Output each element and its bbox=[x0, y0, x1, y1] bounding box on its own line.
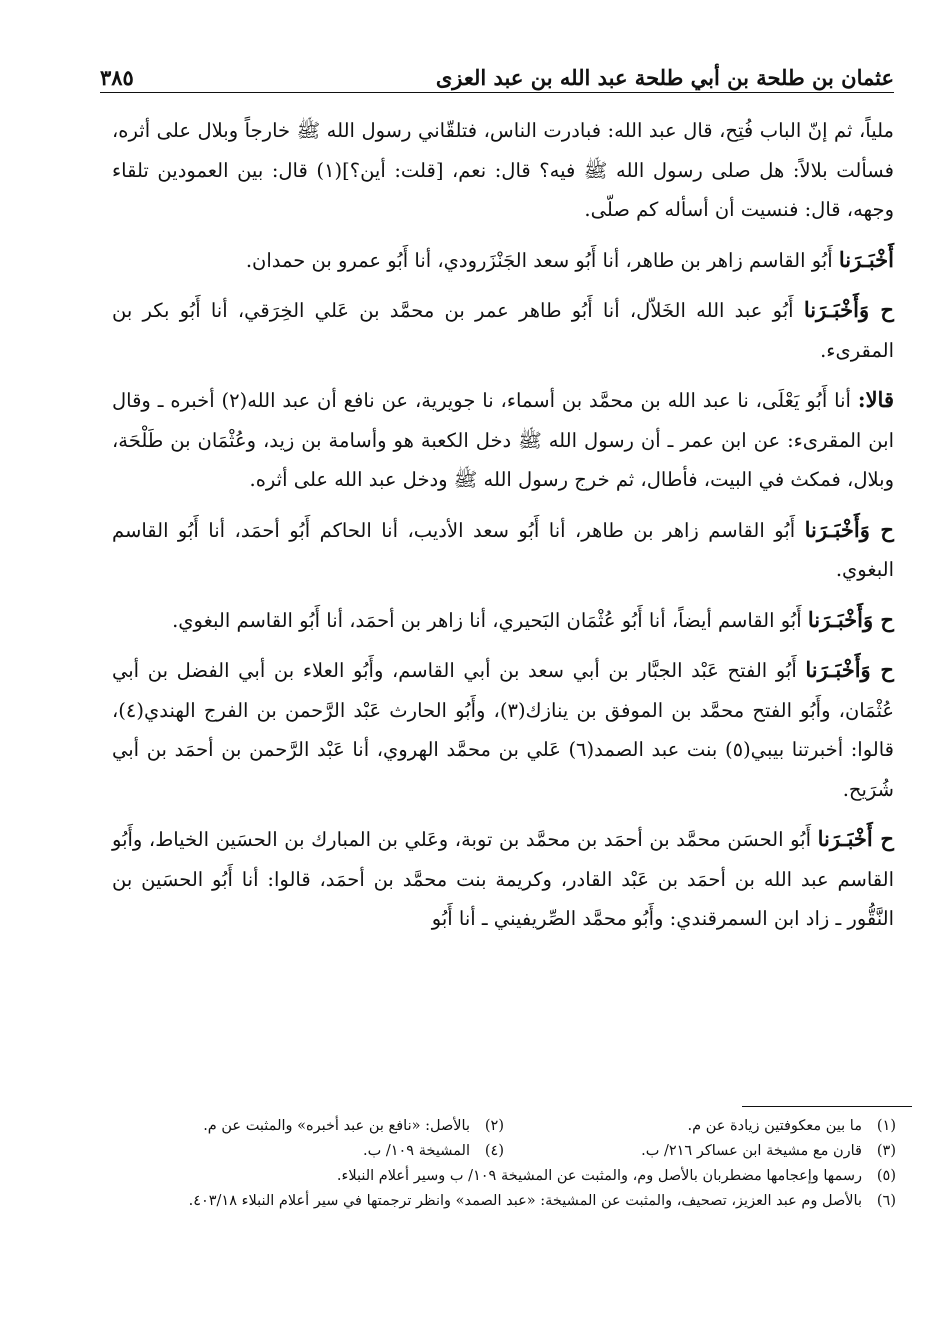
paragraph-text: أَبُو الفتح عَبْد الجبَّار بن أبي سعد بن أبي القاسم، وأَبُو العلاء بن أبي الفضل بن أبي عُثْمَان، وأَبُو الفتح محمَّد بن الموفق بن ينازك(٣)، وأَبُو الحارث عَبْد الرَّحمن بن الفرج الهندي(٤)، قالوا: أخبرتنا بيبي(٥) بنت عبد الصمد(٦) عَلي بن محمَّد الهروي، أنا عَبْد الرَّحمن بن أحمَد بن أبي شُرَيح. bbox=[112, 659, 895, 801]
footnote-number: (١) bbox=[876, 1118, 896, 1134]
paragraph-text: أَبُو القاسم أيضاً، أنا أَبُو عُثْمَان البَحيري، أنا زاهر بن أحمَد، أنا أَبُو القاسم البغوي. bbox=[172, 608, 808, 632]
paragraph-text: أَبُو عبد الله الخَلاّل، أنا أَبُو طاهر عمر بن محمَّد بن عَلي الخِرَقي، أنا أَبُو بكر بن المقرىء. bbox=[112, 299, 894, 362]
footnote-text: قارن مع مشيخة ابن عساكر ٢١٦/ ب. bbox=[641, 1143, 862, 1159]
footnote-row bbox=[112, 1139, 896, 1164]
isnad-keyword: ح أَخْبَـرَنا bbox=[817, 826, 894, 851]
paragraph bbox=[112, 240, 894, 281]
footnote-text: ما بين معكوفتين زيادة عن م. bbox=[687, 1118, 862, 1134]
footnote-text: رسمها وإعجامها مضطربان بالأصل وم، والمثبت عن المشيخة ١٠٩/ ب وسير أعلام النبلاء. bbox=[336, 1168, 862, 1184]
paragraph-text: أَبُو القاسم زاهر بن طاهر، أنا أَبُو سعد الأديب، أنا الحاكم أَبُو أحمَد، أنا أَبُو القاسم البغوي. bbox=[112, 518, 894, 581]
footnote-text: المشيخة ١٠٩/ ب. bbox=[362, 1143, 470, 1159]
footnote-separator bbox=[742, 1106, 912, 1107]
paragraph bbox=[112, 819, 894, 939]
main-text bbox=[112, 110, 894, 949]
running-title: عثمان بن طلحة بن أبي طلحة عبد الله بن عبد العزى bbox=[435, 65, 894, 90]
footnote-text: بالأصل وم عبد العزيز، تصحيف، والمثبت عن المشيخة: «عبد الصمد» وانظر ترجمتها في سير أعلام النبلاء ٤٠٣/١٨. bbox=[188, 1193, 862, 1209]
header-rule bbox=[100, 92, 894, 93]
paragraph bbox=[112, 650, 894, 809]
isnad-keyword: ح وَأَخْبَـرَنا bbox=[804, 516, 894, 542]
footnote-number: (٦) bbox=[876, 1193, 896, 1209]
footnote bbox=[112, 1164, 896, 1189]
paragraph bbox=[112, 600, 894, 641]
footnote-row bbox=[112, 1189, 896, 1214]
paragraph bbox=[112, 110, 894, 230]
footnotes bbox=[112, 1114, 896, 1214]
footnote-number: (٥) bbox=[876, 1168, 896, 1184]
paragraph-text: أَبُو القاسم زاهر بن طاهر، أنا أَبُو سعد الجَنْزَرودي، أنا أَبُو عمرو بن حمدان. bbox=[245, 248, 839, 272]
isnad-keyword: أَخْبَـرَنا bbox=[838, 246, 894, 272]
footnote bbox=[112, 1189, 896, 1214]
footnote-number: (٤) bbox=[484, 1143, 504, 1159]
isnad-keyword: قالا: bbox=[857, 387, 894, 412]
paragraph-text: ملياً، ثم إنّ الباب فُتِح، قال عبد الله: فبادرت الناس، فتلقّاني رسول الله ﷺ خارجاً وبلال على أثره، فسألت بلالاً: هل صلى رسول الله ﷺ فيه؟ قال: نعم، [قلت: أين؟](١) قال: بين العمودين تلقاء وجهه، قال: فنسيت أن أسأله كم صلّى. bbox=[112, 119, 894, 221]
isnad-keyword: ح وَأَخْبَـرَنا bbox=[805, 657, 894, 682]
paragraph bbox=[112, 380, 894, 500]
page-number: ٣٨٥ bbox=[100, 65, 134, 90]
page-header bbox=[100, 50, 894, 90]
footnote bbox=[112, 1114, 504, 1139]
paragraph-text: أَبُو الحسَن محمَّد بن أحمَد بن محمَّد بن توبة، وعَلي بن المبارك بن الحسَين الخياط، وأَبُو القاسم عبد الله بن أحمَد بن عَبْد القادر، وكريمة بنت محمَّد بن أحمَد، قالوا: أنا أَبُو الحسَين بن النَّقُّور ـ زاد ابن السمرقندي: وأَبُو محمَّد الصِّريفيني ـ أنا أَبُو bbox=[112, 828, 894, 930]
footnote-number: (٣) bbox=[876, 1143, 896, 1159]
paragraph bbox=[112, 290, 894, 370]
isnad-keyword: ح وَأَخْبَـرَنا bbox=[803, 297, 894, 322]
paragraph bbox=[112, 510, 894, 590]
footnote bbox=[504, 1139, 896, 1164]
footnote-row bbox=[112, 1114, 896, 1139]
footnote-row bbox=[112, 1164, 896, 1189]
footnote-text: بالأصل: «نافع بن عبد أخبره» والمثبت عن م. bbox=[203, 1118, 470, 1134]
isnad-keyword: ح وَأَخْبَـرَنا bbox=[807, 606, 894, 632]
paragraph-text: أنا أَبُو يَعْلَى، نا عبد الله بن محمَّد بن أسماء، نا جويرية، عن نافع أن عبد الله(٢) أخبره ـ وقال ابن المقرىء: عن ابن عمر ـ أن رسول الله ﷺ دخل الكعبة هو وأسامة بن زيد، وعُثْمَان بن طَلْحَة، وبلال، فمكث في البيت، فأطال، ثم خرج رسول الله ﷺ ودخل عبد الله على أثره. bbox=[112, 389, 894, 491]
footnote bbox=[504, 1114, 896, 1139]
footnote bbox=[112, 1139, 504, 1164]
footnote-number: (٢) bbox=[484, 1118, 504, 1134]
